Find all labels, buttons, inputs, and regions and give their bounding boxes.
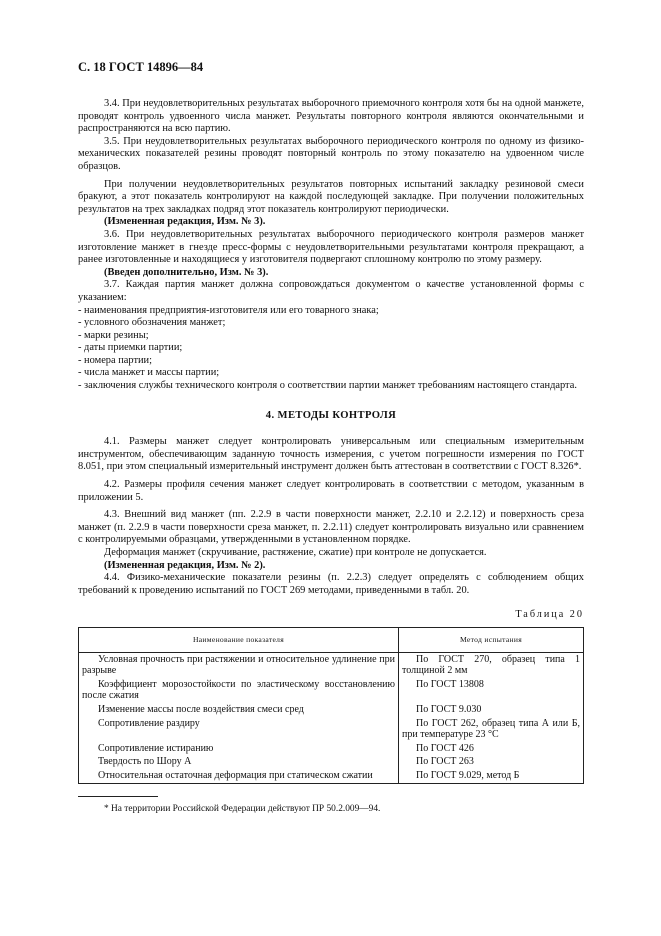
paragraph-4-3: 4.3. Внешний вид манжет (пп. 2.2.9 в части поверхности манжет, 2.2.10 и 2.2.12) и поверхность среза манжет (п. 2.2.9 в части поверхности среза манжет, п. 2.2.11) следует контролировать визуально или сравнением с контролируемыми образцами, утвержденными в установленном порядке. bbox=[78, 509, 584, 546]
paragraph-3-4: 3.4. При неудовлетворительных результатах выборочного приемочного контроля хотя бы на одной манжете, проводят контроль удвоенного числа манжет. Результаты повторного контроля являются окончательными и распространяются на всю партию. bbox=[78, 98, 584, 135]
list-item: - наименования предприятия-изготовителя или его товарного знака; bbox=[78, 304, 379, 316]
table-row bbox=[79, 742, 584, 756]
list-item: - номера партии; bbox=[78, 354, 152, 366]
paragraph-3-5: 3.5. При неудовлетворительных результатах выборочного периодического контроля по одному из физико-механических показателей резины проводят повторный контроль по этому показателю на удвоенном числе образцов. bbox=[78, 135, 584, 172]
indicator-cell: Изменение массы после воздействия смеси сред bbox=[79, 703, 399, 717]
amendment-note: (Измененная редакция, Изм. № 2). bbox=[104, 559, 266, 571]
method-cell: По ГОСТ 262, образец типа А или Б, при температуре 23 °С bbox=[399, 717, 584, 742]
indicator-cell: Сопротивление раздиру bbox=[79, 717, 399, 742]
paragraph-deformation: Деформация манжет (скручивание, растяжение, сжатие) при контроле не допускается. bbox=[104, 547, 487, 558]
table-row bbox=[79, 755, 584, 769]
indicator-cell: Твердость по Шору А bbox=[79, 755, 399, 769]
table-row bbox=[79, 717, 584, 742]
list-item: - условного обозначения манжет; bbox=[78, 317, 226, 329]
table-row bbox=[79, 769, 584, 783]
amendment-note: (Введен дополнительно, Изм. № 3). bbox=[104, 266, 269, 278]
method-cell: По ГОСТ 13808 bbox=[399, 678, 584, 703]
list-item: - числа манжет и массы партии; bbox=[78, 367, 220, 379]
method-cell: По ГОСТ 263 bbox=[399, 755, 584, 769]
document-body bbox=[78, 93, 584, 815]
column-header: Наименование показателя bbox=[79, 627, 399, 652]
footnote-divider bbox=[78, 796, 158, 797]
paragraph-3-6: 3.6. При неудовлетворительных результатах выборочного периодического контроля размеров манжет изготовление манжет в гнезде пресс-формы с неудовлетворительными результатами контроля прекращают, а ранее изготовленные и находящиеся у изготовителя подвергают сплошному контролю по этому размеру. bbox=[78, 228, 584, 266]
table-caption: Таблица 20 bbox=[515, 609, 584, 621]
paragraph-4-2: 4.2. Размеры профиля сечения манжет следует контролировать в соответствии с методом, указанным в приложении 5. bbox=[78, 479, 584, 503]
column-header: Метод испытания bbox=[399, 627, 584, 652]
paragraph-3-7: 3.7. Каждая партия манжет должна сопровождаться документом о качестве установленной формы с указанием: bbox=[78, 279, 584, 303]
method-cell: По ГОСТ 9.029, метод Б bbox=[399, 769, 584, 783]
indicator-cell: Относительная остаточная деформация при статическом сжатии bbox=[79, 769, 399, 783]
section-title: 4. МЕТОДЫ КОНТРОЛЯ bbox=[265, 409, 397, 421]
table-header-row bbox=[79, 627, 584, 652]
method-cell: По ГОСТ 270, образец типа 1 толщиной 2 мм bbox=[399, 652, 584, 678]
list-item: - заключения службы технического контроля о соответствии партии манжет требованиям настоящего стандарта. bbox=[78, 380, 577, 392]
page-header: С. 18 ГОСТ 14896—84 bbox=[78, 60, 204, 74]
method-cell: По ГОСТ 9.030 bbox=[399, 703, 584, 717]
method-cell: По ГОСТ 426 bbox=[399, 742, 584, 756]
paragraph-4-4: 4.4. Физико-механические показатели резины (п. 2.2.3) следует определять с соблюдением общих требований к проведению испытаний по ГОСТ 269 методами, приведенными в табл. 20. bbox=[78, 572, 584, 596]
footnote: * На территории Российской Федерации действуют ПР 50.2.009—94. bbox=[104, 803, 381, 814]
list-item: - даты приемки партии; bbox=[78, 342, 183, 354]
indicator-cell: Коэффициент морозостойкости по эластическому восстановлению после сжатия bbox=[79, 678, 399, 703]
table-row bbox=[79, 678, 584, 703]
amendment-note: (Измененная редакция, Изм. № 3). bbox=[104, 216, 266, 228]
table-row bbox=[79, 652, 584, 678]
paragraph-repeat-tests: При получении неудовлетворительных результатов повторных испытаний закладку резиновой смеси бракуют, а этот показатель контролируют на каждой последующей закладке. При получении положительных результатов на трех закладках подряд этот показатель контролируют периодически. bbox=[78, 178, 584, 215]
indicator-cell: Условная прочность при растяжении и относительное удлинение при разрыве bbox=[79, 652, 399, 678]
table-row bbox=[79, 703, 584, 717]
paragraph-4-1: 4.1. Размеры манжет следует контролировать универсальным или специальным измерительным инструментом, обеспечивающим заданную точность измерения, с учетом погрешности измерения по ГОСТ 8.051, при этом специальный измерительный инструмент должен быть аттестован в соответствии с ГОСТ 8.326*. bbox=[78, 436, 584, 473]
list-item: - марки резины; bbox=[78, 329, 149, 341]
test-methods-table bbox=[78, 627, 584, 784]
indicator-cell: Сопротивление истиранию bbox=[79, 742, 399, 756]
